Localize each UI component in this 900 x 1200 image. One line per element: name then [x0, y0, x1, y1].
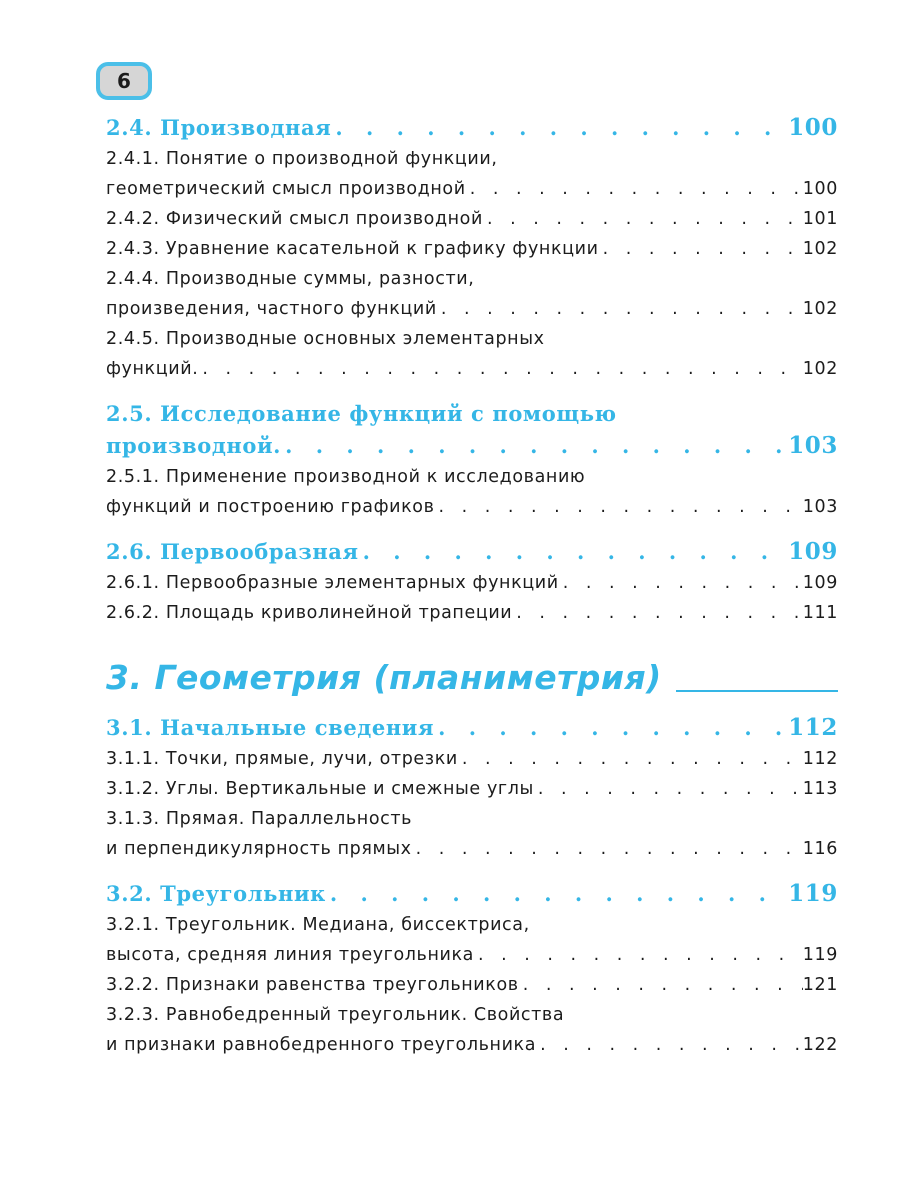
dot-leader	[536, 1030, 803, 1060]
page-ref: 100	[802, 179, 838, 199]
page-ref: 113	[802, 779, 838, 799]
chapter-rule	[676, 690, 838, 692]
toc-entry-3-1-3[interactable]: 3.1.3. Прямая. Параллельность и перпендикулярность прямых . . . 116	[106, 804, 838, 864]
table-of-contents	[106, 112, 838, 1074]
chapter-3-heading[interactable]	[106, 656, 838, 700]
toc-entry-3-1-2[interactable]: 3.1.2. Углы. Вертикальные и смежные углы . . . 113	[106, 774, 838, 804]
toc-entry-2-4-3[interactable]: 2.4.3. Уравнение касательной к графику функции . . . 102	[106, 234, 838, 264]
toc-entry-2-4-2[interactable]: 2.4.2. Физический смысл производной . . . 101	[106, 204, 838, 234]
page-ref: 102	[802, 239, 838, 259]
page-ref: 112	[802, 749, 838, 769]
dot-leader	[198, 354, 802, 384]
dot-leader	[326, 878, 788, 910]
page-ref: 101	[802, 209, 838, 229]
page-ref: 103	[788, 432, 838, 459]
dot-leader	[458, 744, 803, 774]
dot-leader	[534, 774, 803, 804]
section-2-5	[106, 398, 838, 522]
toc-heading-2-5[interactable]: 2.5. Исследование функций с помощью производной. . . . 103	[106, 398, 838, 462]
toc-heading-3-2[interactable]: 3.2. Треугольник . . . 119	[106, 878, 838, 910]
dot-leader	[559, 568, 803, 598]
dot-leader	[437, 294, 803, 324]
chapter-title: 3. Геометрия (планиметрия)	[106, 658, 662, 697]
page-ref: 103	[802, 497, 838, 517]
page-ref: 119	[802, 945, 838, 965]
toc-heading-2-6[interactable]: 2.6. Первообразная . . . 109	[106, 536, 838, 568]
page-ref: 119	[788, 880, 838, 907]
toc-heading-2-4[interactable]: 2.4. Производная . . . 100	[106, 112, 838, 144]
page-ref: 122	[802, 1035, 838, 1055]
dot-leader	[331, 112, 788, 144]
section-3-2	[106, 878, 838, 1060]
dot-leader	[512, 598, 803, 628]
dot-leader	[359, 536, 789, 568]
page-ref: 116	[802, 839, 838, 859]
toc-entry-2-5-1[interactable]: 2.5.1. Применение производной к исследованию функций и построению графиков . . . 103	[106, 462, 838, 522]
toc-entry-2-6-2[interactable]: 2.6.2. Площадь криволинейной трапеции . . . 111	[106, 598, 838, 628]
page-number-badge: 6	[96, 62, 152, 100]
toc-entry-3-2-3[interactable]: 3.2.3. Равнобедренный треугольник. Свойства и признаки равнобедренного треугольника . . . 122	[106, 1000, 838, 1060]
page-ref: 109	[788, 538, 838, 565]
dot-leader	[466, 174, 803, 204]
section-3-1	[106, 712, 838, 864]
dot-leader	[435, 492, 803, 522]
page-ref: 102	[802, 359, 838, 379]
toc-entry-2-4-1[interactable]: 2.4.1. Понятие о производной функции, геометрический смысл производной . . . 100	[106, 144, 838, 204]
toc-entry-3-1-1[interactable]: 3.1.1. Точки, прямые, лучи, отрезки . . . 112	[106, 744, 838, 774]
toc-entry-2-4-4[interactable]: 2.4.4. Производные суммы, разности, произведения, частного функций . . . 102	[106, 264, 838, 324]
dot-leader	[519, 970, 803, 1000]
dot-leader	[599, 234, 803, 264]
dot-leader	[412, 834, 803, 864]
toc-heading-3-1[interactable]: 3.1. Начальные сведения . . . 112	[106, 712, 838, 744]
page-ref: 121	[802, 975, 838, 995]
toc-entry-3-2-2[interactable]: 3.2.2. Признаки равенства треугольников . . . 121	[106, 970, 838, 1000]
toc-entry-3-2-1[interactable]: 3.2.1. Треугольник. Медиана, биссектриса, высота, средняя линия треугольника . . . 119	[106, 910, 838, 970]
page-ref: 109	[802, 573, 838, 593]
toc-entry-2-4-5[interactable]: 2.4.5. Производные основных элементарных функций. . . . 102	[106, 324, 838, 384]
dot-leader	[483, 204, 803, 234]
dot-leader	[281, 430, 788, 462]
page-ref: 111	[802, 603, 838, 623]
dot-leader	[434, 712, 788, 744]
page-ref: 112	[788, 714, 838, 741]
toc-entry-2-6-1[interactable]: 2.6.1. Первообразные элементарных функций . . . 109	[106, 568, 838, 598]
page-ref: 100	[788, 114, 838, 141]
dot-leader	[474, 940, 803, 970]
page-ref: 102	[802, 299, 838, 319]
section-2-6	[106, 536, 838, 628]
section-2-4	[106, 112, 838, 384]
